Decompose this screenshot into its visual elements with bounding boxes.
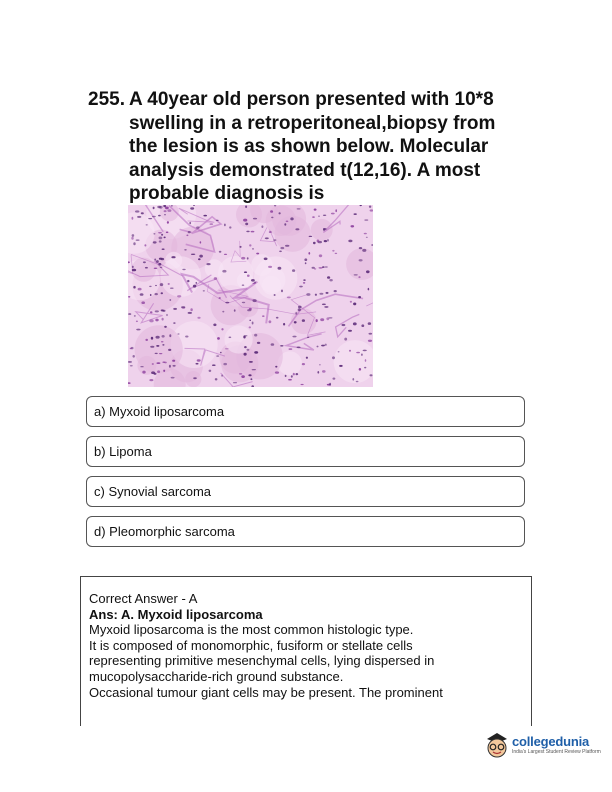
answer-heading: Ans: A. Myxoid liposarcoma — [89, 606, 263, 622]
answer-line: Occasional tumour giant cells may be present. The prominent — [89, 684, 443, 700]
option-b[interactable]: b) Lipoma — [86, 436, 525, 467]
question-line: probable diagnosis is — [129, 183, 325, 204]
question-line: analysis demonstrated t(12,16). A most — [129, 159, 481, 181]
logo-tagline: India's Largest Student Review Platform — [512, 749, 601, 755]
question-line: the lesion is as shown below. Molecular — [129, 136, 489, 157]
question-line: swelling in a retroperitoneal,biopsy from — [129, 112, 496, 134]
correct-answer-label: Correct Answer - A — [89, 591, 198, 606]
collegedunia-logo — [478, 728, 601, 764]
histology-image — [128, 205, 373, 387]
question-line: A 40year old person presented with 10*8 — [129, 89, 494, 110]
answer-line: mucopolysaccharide-rich ground substance. — [89, 668, 344, 684]
answer-box — [80, 576, 532, 726]
question-number: 255. — [88, 89, 125, 110]
logo-brand: collegedunia — [512, 734, 590, 749]
option-c[interactable]: c) Synovial sarcoma — [86, 476, 525, 507]
mascot-icon — [484, 730, 510, 760]
option-d[interactable]: d) Pleomorphic sarcoma — [86, 516, 525, 547]
answer-line: representing primitive mesenchymal cells, lying dispersed in — [89, 653, 435, 669]
answer-line: It is composed of monomorphic, fusiform or stellate cells — [89, 637, 413, 653]
option-a[interactable]: a) Myxoid liposarcoma — [86, 396, 525, 427]
answer-line: Myxoid liposarcoma is the most common histologic type. — [89, 622, 414, 638]
question-text — [129, 88, 529, 206]
